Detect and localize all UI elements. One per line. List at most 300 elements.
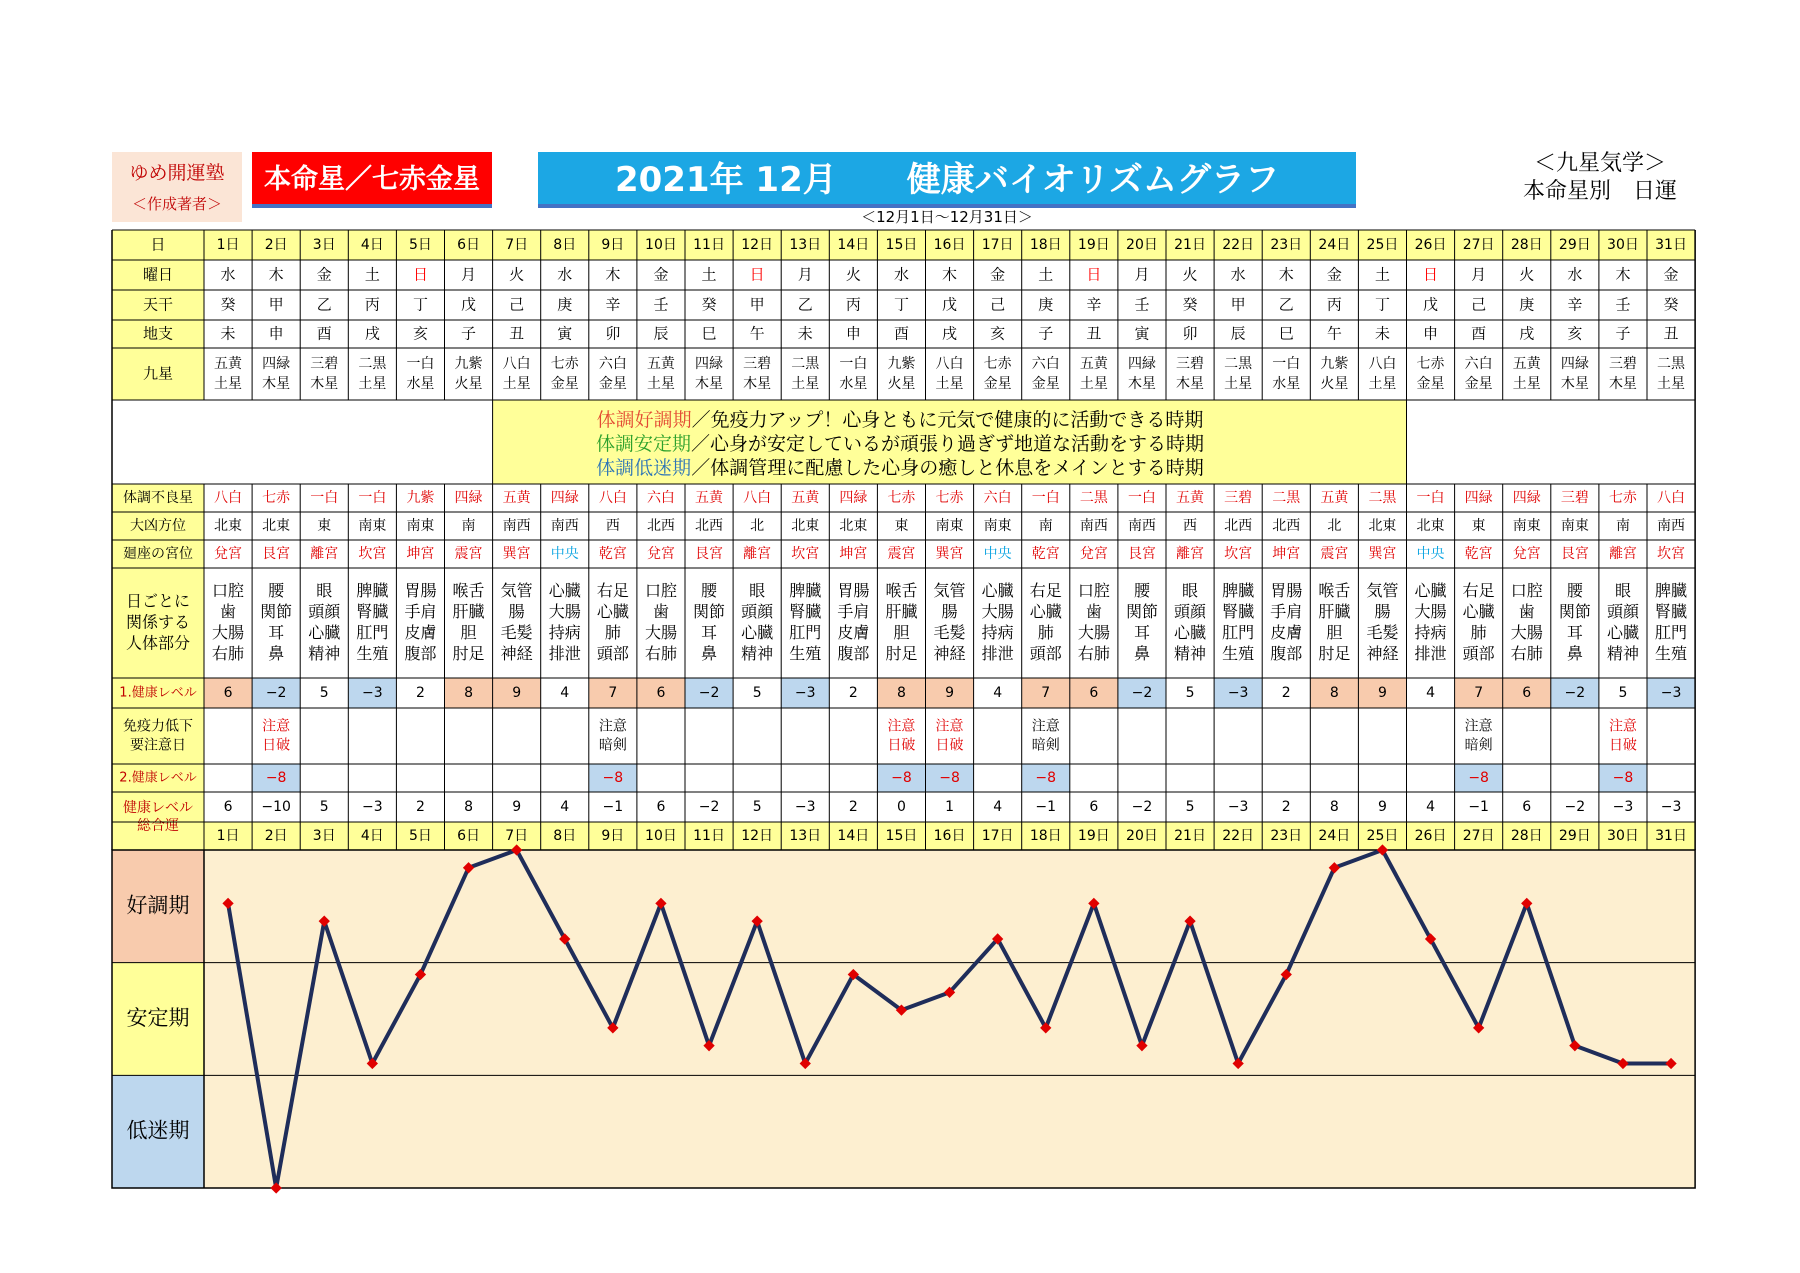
weekday-cell: 火 xyxy=(845,265,861,284)
kyusei-cell: 五黄 xyxy=(1512,356,1541,372)
body-part-cell: 皮膚 xyxy=(1270,623,1303,642)
furyo-cell: 二黒 xyxy=(1079,490,1108,506)
kaiza-cell: 坎宮 xyxy=(1657,546,1686,562)
body-part-cell: 大腸 xyxy=(1414,602,1447,621)
label-day: 日 xyxy=(150,235,166,254)
kyusei-cell: 金星 xyxy=(1464,376,1493,392)
body-part-cell: 大腸 xyxy=(1077,623,1110,642)
total-cell: 4 xyxy=(560,799,570,815)
kyusei-cell: 土星 xyxy=(646,376,675,392)
level1-cell: 4 xyxy=(1426,685,1436,701)
level1-cell: −2 xyxy=(265,685,287,701)
tenkan-cell: 辛 xyxy=(1567,295,1583,314)
immune-cell: 暗剣 xyxy=(1464,737,1493,754)
body-part-cell: 脾臓 xyxy=(1655,581,1688,600)
chishi-cell: 戌 xyxy=(1519,324,1535,343)
day-footer-cell: 6日 xyxy=(457,828,481,844)
day-header-cell: 2日 xyxy=(264,237,288,253)
body-part-cell: 精神 xyxy=(1606,644,1639,663)
furyo-cell: 四緑 xyxy=(839,490,868,506)
chishi-cell: 酉 xyxy=(893,324,909,343)
kyusei-cell: 金星 xyxy=(1031,376,1060,392)
chishi-cell: 卯 xyxy=(1182,324,1198,343)
immune-cell: 日破 xyxy=(887,737,916,754)
daikyo-cell: 北東 xyxy=(791,518,820,534)
weekday-cell: 水 xyxy=(557,265,573,284)
daikyo-cell: 北東 xyxy=(1368,518,1397,534)
chishi-cell: 申 xyxy=(268,324,284,343)
tenkan-cell: 戊 xyxy=(942,295,958,314)
total-cell: −2 xyxy=(1131,799,1153,815)
kyusei-cell: 七赤 xyxy=(550,356,579,372)
day-header-cell: 17日 xyxy=(981,237,1014,253)
label-immune: 免疫力低下 xyxy=(123,718,193,735)
body-part-cell: 手肩 xyxy=(404,602,437,621)
total-cell: −3 xyxy=(794,799,816,815)
total-cell: −3 xyxy=(362,799,383,815)
body-part-cell: 大腸 xyxy=(548,602,581,621)
level1-cell: 2 xyxy=(415,685,425,701)
daikyo-cell: 西 xyxy=(605,518,620,534)
tenkan-cell: 庚 xyxy=(1038,295,1054,314)
kaiza-cell: 離宮 xyxy=(743,546,772,562)
kaiza-cell: 巽宮 xyxy=(1368,546,1397,562)
kyusei-cell: 三碧 xyxy=(1608,356,1637,372)
furyo-cell: 八白 xyxy=(743,490,772,506)
chishi-cell: 寅 xyxy=(1134,324,1150,343)
furyo-cell: 五黄 xyxy=(1176,490,1205,506)
day-footer-cell: 24日 xyxy=(1318,828,1351,844)
level1-cell: 6 xyxy=(1089,685,1099,701)
row-label-bg xyxy=(112,708,204,764)
day-footer-cell: 8日 xyxy=(553,828,577,844)
level1-cell: 9 xyxy=(1377,685,1387,701)
weekday-cell: 水 xyxy=(1567,265,1583,284)
body-part-cell: 歯 xyxy=(1085,602,1102,621)
kyusei-cell: 八白 xyxy=(1368,356,1397,372)
chishi-cell: 申 xyxy=(845,324,861,343)
immune-cell: 日破 xyxy=(1608,737,1637,754)
furyo-cell: 一白 xyxy=(310,490,339,506)
kyusei-cell: 五黄 xyxy=(214,356,243,372)
label-kaiza: 廻座の宮位 xyxy=(123,546,193,562)
day-header-cell: 14日 xyxy=(837,237,870,253)
chishi-cell: 酉 xyxy=(316,324,332,343)
body-part-cell: 心臓 xyxy=(548,581,581,600)
furyo-cell: 八白 xyxy=(598,490,627,506)
kaiza-cell: 震宮 xyxy=(1320,546,1349,562)
body-part-cell: 胃腸 xyxy=(837,581,870,600)
body-part-cell: 持病 xyxy=(981,623,1014,642)
tenkan-cell: 庚 xyxy=(1519,295,1535,314)
label-furyo: 体調不良星 xyxy=(123,490,193,506)
chishi-cell: 卯 xyxy=(605,324,621,343)
chishi-cell: 未 xyxy=(797,324,813,343)
day-header-cell: 7日 xyxy=(505,237,529,253)
weekday-cell: 火 xyxy=(1519,265,1535,284)
body-part-cell: 関節 xyxy=(1125,602,1158,621)
body-part-cell: 心臓 xyxy=(1174,623,1207,642)
legend-text: ／体調管理に配慮した心身の癒しと休息をメインとする時期 xyxy=(691,456,1204,479)
label-immune: 要注意日 xyxy=(130,737,186,754)
day-header-cell: 31日 xyxy=(1655,237,1687,253)
body-part-cell: 胃腸 xyxy=(1270,581,1303,600)
furyo-cell: 二黒 xyxy=(1368,490,1397,506)
kyusei-cell: 土星 xyxy=(358,376,387,392)
kyusei-cell: 木星 xyxy=(1560,376,1589,392)
tenkan-cell: 辛 xyxy=(1086,295,1102,314)
day-header-cell: 21日 xyxy=(1174,237,1206,253)
level1-cell: 7 xyxy=(1041,685,1051,701)
immune-cell: 注意 xyxy=(598,718,627,735)
kaiza-cell: 乾宮 xyxy=(598,546,627,562)
body-part-cell: 腰 xyxy=(701,581,718,600)
furyo-cell: 七赤 xyxy=(887,490,916,506)
kyusei-cell: 木星 xyxy=(310,376,339,392)
level1-cell: 6 xyxy=(656,685,666,701)
daikyo-cell: 西 xyxy=(1183,518,1198,534)
kaiza-cell: 坤宮 xyxy=(406,546,435,562)
label-weekday: 曜日 xyxy=(142,265,174,284)
tenkan-cell: 戊 xyxy=(1423,295,1439,314)
body-part-cell: 腎臓 xyxy=(1222,602,1255,621)
total-cell: −3 xyxy=(1612,799,1634,815)
body-part-cell: 腹部 xyxy=(404,644,437,663)
level2-cell: −8 xyxy=(939,770,960,786)
level1-cell: 8 xyxy=(464,685,474,701)
day-header-cell: 10日 xyxy=(645,237,677,253)
level2-cell: −8 xyxy=(1468,770,1489,786)
total-cell: 1 xyxy=(945,799,955,815)
kyusei-cell: 二黒 xyxy=(791,356,820,372)
immune-cell: 注意 xyxy=(1464,718,1493,735)
weekday-cell: 水 xyxy=(1230,265,1246,284)
body-part-cell: 腎臓 xyxy=(1655,602,1688,621)
kaiza-cell: 兌宮 xyxy=(646,546,675,562)
day-header-cell: 5日 xyxy=(408,237,432,253)
chishi-cell: 丑 xyxy=(1663,324,1679,343)
body-part-cell: 耳 xyxy=(1133,623,1150,642)
furyo-cell: 一白 xyxy=(358,490,387,506)
furyo-cell: 五黄 xyxy=(695,490,724,506)
day-header-cell: 13日 xyxy=(789,237,822,253)
day-footer-cell: 16日 xyxy=(933,828,966,844)
chishi-cell: 亥 xyxy=(412,324,428,343)
furyo-cell: 五黄 xyxy=(1320,490,1349,506)
day-footer-cell: 28日 xyxy=(1510,828,1543,844)
weekday-cell: 金 xyxy=(1326,265,1342,284)
body-part-cell: 喉舌 xyxy=(452,581,485,600)
day-header-cell: 28日 xyxy=(1510,237,1543,253)
chishi-cell: 酉 xyxy=(1471,324,1487,343)
level1-cell: −2 xyxy=(1564,685,1586,701)
body-part-cell: 毛髪 xyxy=(1366,623,1399,642)
legend-key: 体調安定期 xyxy=(595,432,691,455)
furyo-cell: 四緑 xyxy=(550,490,579,506)
daikyo-cell: 北東 xyxy=(214,518,243,534)
day-header-cell: 18日 xyxy=(1029,237,1062,253)
day-header-cell: 6日 xyxy=(457,237,481,253)
body-part-cell: 耳 xyxy=(701,623,718,642)
body-part-cell: 肘足 xyxy=(452,644,485,663)
kyusei-cell: 四緑 xyxy=(1560,356,1589,372)
daikyo-cell: 南東 xyxy=(983,518,1012,534)
total-cell: 2 xyxy=(848,799,858,815)
kaiza-cell: 艮宮 xyxy=(1560,546,1589,562)
day-header-cell: 3日 xyxy=(312,237,336,253)
body-part-cell: 手肩 xyxy=(837,602,870,621)
body-part-cell: 歯 xyxy=(1518,602,1535,621)
day-footer-cell: 27日 xyxy=(1462,828,1495,844)
immune-cell: 日破 xyxy=(262,737,291,754)
total-cell: 5 xyxy=(319,799,329,815)
weekday-cell: 月 xyxy=(1471,265,1487,284)
kyusei-cell: 七赤 xyxy=(1416,356,1445,372)
level1-cell: 5 xyxy=(1185,685,1195,701)
level2-cell: −8 xyxy=(1612,770,1634,786)
body-part-cell: 肘足 xyxy=(1318,644,1351,663)
kaiza-cell: 坎宮 xyxy=(1224,546,1253,562)
day-header-cell: 27日 xyxy=(1462,237,1495,253)
label-tenkan: 天干 xyxy=(142,295,174,314)
furyo-cell: 七赤 xyxy=(262,490,291,506)
day-footer-cell: 14日 xyxy=(837,828,870,844)
label-level1: 1.健康レベル xyxy=(119,685,197,701)
band-label: 好調期 xyxy=(126,893,190,918)
level2-cell: −8 xyxy=(602,770,624,786)
day-footer-cell: 10日 xyxy=(645,828,677,844)
total-cell: 5 xyxy=(1185,799,1195,815)
body-part-cell: 心臓 xyxy=(1414,581,1447,600)
total-cell: 5 xyxy=(752,799,762,815)
kyusei-cell: 金星 xyxy=(1416,376,1445,392)
chishi-cell: 辰 xyxy=(653,324,669,343)
label-body: 日ごとに xyxy=(125,591,191,611)
body-part-cell: 口腔 xyxy=(1510,581,1543,600)
kyusei-cell: 四緑 xyxy=(1127,356,1156,372)
chishi-cell: 巳 xyxy=(1278,324,1294,343)
kaiza-cell: 離宮 xyxy=(1608,546,1637,562)
level1-cell: −3 xyxy=(362,685,383,701)
weekday-cell: 日 xyxy=(1423,265,1439,284)
total-cell: 0 xyxy=(896,799,906,815)
body-part-cell: 頭顔 xyxy=(308,602,341,621)
day-header-cell: 19日 xyxy=(1077,237,1110,253)
furyo-cell: 七赤 xyxy=(935,490,964,506)
daikyo-cell: 南東 xyxy=(935,518,964,534)
body-part-cell: 気管 xyxy=(933,581,966,600)
kyusei-cell: 土星 xyxy=(1079,376,1108,392)
daikyo-cell: 南 xyxy=(461,518,476,534)
body-part-cell: 腸 xyxy=(1374,602,1391,621)
furyo-cell: 三碧 xyxy=(1224,490,1253,506)
total-cell: −1 xyxy=(1035,799,1057,815)
tenkan-cell: 丁 xyxy=(893,295,909,314)
level2-cell: −8 xyxy=(1035,770,1057,786)
body-part-cell: 毛髪 xyxy=(933,623,966,642)
body-part-cell: 鼻 xyxy=(1566,644,1583,663)
furyo-cell: 六白 xyxy=(646,490,675,506)
kaiza-cell: 坎宮 xyxy=(358,546,387,562)
label-daikyo: 大凶方位 xyxy=(130,518,186,534)
tenkan-cell: 己 xyxy=(990,295,1006,314)
weekday-cell: 日 xyxy=(749,265,765,284)
body-part-cell: 耳 xyxy=(268,623,285,642)
kigaku-line1: ＜九星気学＞ xyxy=(1533,151,1666,176)
body-part-cell: 関節 xyxy=(1558,602,1591,621)
body-part-cell: 腸 xyxy=(941,602,958,621)
tenkan-cell: 辛 xyxy=(605,295,621,314)
body-part-cell: 肛門 xyxy=(1222,623,1255,642)
legend-line xyxy=(596,457,1204,479)
daikyo-cell: 北西 xyxy=(1272,518,1301,534)
day-header-cell: 24日 xyxy=(1318,237,1351,253)
body-part-cell: 肺 xyxy=(1470,623,1487,642)
tenkan-cell: 乙 xyxy=(797,295,813,314)
level2-cell: −8 xyxy=(265,770,287,786)
kaiza-cell: 離宮 xyxy=(1176,546,1205,562)
tenkan-cell: 壬 xyxy=(1615,295,1631,314)
tenkan-cell: 丙 xyxy=(845,295,861,314)
date-range: ＜12月1日～12月31日＞ xyxy=(861,208,1033,226)
body-part-cell: 排泄 xyxy=(1414,644,1447,663)
day-header-cell: 20日 xyxy=(1126,237,1158,253)
kaiza-cell: 坎宮 xyxy=(791,546,820,562)
chishi-cell: 巳 xyxy=(701,324,717,343)
level1-cell: 5 xyxy=(1618,685,1628,701)
author-caption: ＜作成著者＞ xyxy=(131,195,222,213)
total-cell: 9 xyxy=(1377,799,1387,815)
furyo-cell: 八白 xyxy=(1657,490,1686,506)
day-footer-cell: 5日 xyxy=(408,828,432,844)
level1-cell: 5 xyxy=(319,685,329,701)
body-part-cell: 毛髪 xyxy=(500,623,533,642)
chishi-cell: 子 xyxy=(1615,324,1631,343)
kyusei-cell: 金星 xyxy=(598,376,627,392)
chishi-cell: 午 xyxy=(1326,324,1342,343)
weekday-cell: 日 xyxy=(412,265,428,284)
body-part-cell: 歯 xyxy=(220,602,237,621)
label-chishi: 地支 xyxy=(142,324,174,343)
body-part-cell: 肝臓 xyxy=(452,602,485,621)
body-part-cell: 腰 xyxy=(268,581,285,600)
body-part-cell: 関節 xyxy=(260,602,293,621)
kyusei-cell: 水星 xyxy=(1272,376,1301,392)
daikyo-cell: 北東 xyxy=(839,518,868,534)
legend-line xyxy=(596,433,1204,455)
weekday-cell: 木 xyxy=(268,265,284,284)
body-part-cell: 口腔 xyxy=(644,581,677,600)
body-part-cell: 気管 xyxy=(500,581,533,600)
total-cell: 2 xyxy=(415,799,425,815)
body-part-cell: 胃腸 xyxy=(404,581,437,600)
kyusei-cell: 木星 xyxy=(743,376,772,392)
tenkan-cell: 癸 xyxy=(1182,295,1198,314)
weekday-cell: 木 xyxy=(1615,265,1631,284)
kaiza-cell: 艮宮 xyxy=(695,546,724,562)
day-footer-cell: 1日 xyxy=(216,828,240,844)
level1-cell: −3 xyxy=(1660,685,1682,701)
kyusei-cell: 土星 xyxy=(1512,376,1541,392)
body-part-cell: 腰 xyxy=(1566,581,1583,600)
body-part-cell: 肝臓 xyxy=(885,602,918,621)
kyusei-cell: 五黄 xyxy=(1079,356,1108,372)
day-header-cell: 15日 xyxy=(885,237,918,253)
daikyo-cell: 南西 xyxy=(550,518,579,534)
body-part-cell: 心臓 xyxy=(308,623,341,642)
body-part-cell: 大腸 xyxy=(212,623,245,642)
day-header-cell: 11日 xyxy=(693,237,725,253)
daikyo-cell: 南東 xyxy=(358,518,387,534)
body-part-cell: 鼻 xyxy=(268,644,285,663)
chishi-cell: 子 xyxy=(461,324,477,343)
kyusei-cell: 木星 xyxy=(1608,376,1637,392)
body-part-cell: 肛門 xyxy=(789,623,822,642)
body-part-cell: 肘足 xyxy=(885,644,918,663)
label-total: 総合運 xyxy=(137,818,179,834)
label-kyusei: 九星 xyxy=(142,364,174,383)
weekday-cell: 水 xyxy=(220,265,236,284)
kaiza-cell: 艮宮 xyxy=(262,546,291,562)
body-part-cell: 精神 xyxy=(741,644,774,663)
body-part-cell: 皮膚 xyxy=(837,623,870,642)
body-part-cell: 生殖 xyxy=(1655,644,1688,663)
daikyo-cell: 東 xyxy=(317,518,332,534)
weekday-cell: 金 xyxy=(990,265,1006,284)
kyusei-cell: 二黒 xyxy=(1224,356,1253,372)
body-part-cell: 鼻 xyxy=(1133,644,1150,663)
total-cell: −3 xyxy=(1227,799,1249,815)
title-year: 2021年 12月 xyxy=(614,160,837,200)
level1-cell: −3 xyxy=(794,685,816,701)
kyusei-cell: 七赤 xyxy=(983,356,1012,372)
immune-cell: 注意 xyxy=(1608,718,1637,735)
furyo-cell: 四緑 xyxy=(454,490,483,506)
body-part-cell: 肺 xyxy=(604,623,621,642)
chishi-cell: 亥 xyxy=(990,324,1006,343)
weekday-cell: 金 xyxy=(653,265,669,284)
total-cell: −3 xyxy=(1660,799,1682,815)
body-part-cell: 心臓 xyxy=(1606,623,1639,642)
chishi-cell: 丑 xyxy=(1086,324,1102,343)
level1-cell: 7 xyxy=(608,685,618,701)
level1-cell: −3 xyxy=(1227,685,1249,701)
chishi-cell: 寅 xyxy=(557,324,573,343)
body-part-cell: 大腸 xyxy=(1510,623,1543,642)
immune-cell: 注意 xyxy=(262,718,291,735)
furyo-cell: 一白 xyxy=(1031,490,1060,506)
daikyo-cell: 南東 xyxy=(1560,518,1589,534)
body-part-cell: 頭顔 xyxy=(1174,602,1207,621)
kyusei-cell: 二黒 xyxy=(1657,356,1686,372)
body-part-cell: 精神 xyxy=(308,644,341,663)
kyusei-cell: 水星 xyxy=(406,376,435,392)
immune-cell: 注意 xyxy=(935,718,964,735)
body-part-cell: 右足 xyxy=(1462,581,1495,600)
honmei-badge: 本命星／七赤金星 xyxy=(252,152,492,208)
day-header-cell: 8日 xyxy=(553,237,577,253)
daikyo-cell: 北西 xyxy=(1224,518,1253,534)
body-part-cell: 耳 xyxy=(1566,623,1583,642)
day-footer-cell: 9日 xyxy=(601,828,625,844)
body-part-cell: 心臓 xyxy=(596,602,629,621)
body-part-cell: 眼 xyxy=(1614,581,1631,600)
kyusei-cell: 三碧 xyxy=(1176,356,1205,372)
kaiza-cell: 艮宮 xyxy=(1127,546,1156,562)
legend-text: ／心身が安定しているが頑張り過ぎず地道な活動をする時期 xyxy=(691,432,1205,455)
tenkan-cell: 壬 xyxy=(1134,295,1150,314)
kyusei-cell: 一白 xyxy=(1272,356,1301,372)
